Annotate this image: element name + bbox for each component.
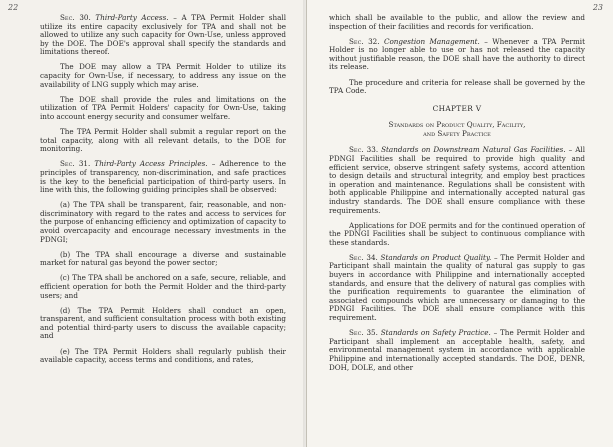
paragraph-release-procedure: The procedure and criteria for release shall be governed by the TPA Code. [329,77,585,96]
right-text-column [329,14,585,379]
section-33 [329,146,585,215]
section-32 [329,38,585,72]
section-34-text: – The Permit Holder and Participant shall maintain the quality of natural gas supply to gas buyers in accordance with Philippine and internationally accepted standards, and ensure that the delivery of natural gas complies with the purification requirements to guarantee the elimination of associated compounds which are unnecessary or damaging to the PDNGI Facilities. The DOE shall ensure compliance with this requirement. [329,252,585,323]
left-text-column [40,14,286,371]
section-35-text: – The Permit Holder and Participant shall implement an acceptable health, safety, and environmental management system in accordance with applicable Philippine and internationally accepted standards. The DOE, DENR, DOH, DOLE, and other [329,328,585,372]
section-34-label: Sec. 34. [349,252,378,262]
section-30 [40,14,286,57]
section-33-label: Sec. 33. [349,145,379,155]
page-number-right: 23 [592,3,603,12]
chapter-title-line-1: Standards on Product Quality, Facility, [388,120,526,130]
page-number-left: 22 [8,3,19,12]
section-31-text: – Adherence to the principles of transparency, non-discrimination, and safe practices is the key to the beneficial participation of third-party users. In line with this, the following guiding principles shall be observed: [40,159,286,195]
principle-b: (b) The TPA shall encourage a diverse and sustainable market for natural gas beyond the power sector; [40,249,286,268]
chapter-title [329,120,585,138]
section-31-label: Sec. 31. [60,159,91,169]
paragraph-rules-limitations: The DOE shall provide the rules and limitations on the utilization of TPA Permit Holders' capacity for Own-Use, taking into account energy security and consumer welfare. [40,94,286,121]
section-31-title: Third-Party Access Principles. [94,159,208,169]
section-30-title: Third-Party Access. [95,13,169,22]
section-35-title: Standards on Safety Practice. [380,328,491,338]
section-32-title: Congestion Management. [383,36,480,46]
principle-e: (e) The TPA Permit Holders shall regularly publish their available capacity, access terms and conditions, and rates, [40,346,286,365]
paragraph-continued: which shall be available to the public, and allow the review and inspection of their facilities and records for verification. [329,13,585,31]
paragraph-applications: Applications for DOE permits and for the continued operation of the PDNGI Facilities shall be subject to continuous compliance with these standards. [329,220,585,247]
chapter-title-line-2: and Safety Practice [423,129,491,139]
principle-a: (a) The TPA shall be transparent, fair, reasonable, and non-discriminatory with regard to the rates and access to services for the purpose of enhancing efficiency and optimization of capacity to avoid overcapacity and encourage necessary investments in the PDNGI; [40,200,286,244]
chapter-heading: CHAPTER V [432,103,482,113]
section-34-title: Standards on Product Quality. [380,252,492,262]
principle-c: (c) The TPA shall be anchored on a safe, secure, reliable, and efficient operation for both the Permit Holder and the third-party users; and [40,273,286,300]
section-32-label: Sec. 32. [349,36,380,46]
section-35-label: Sec. 35. [349,328,378,338]
section-30-text: – A TPA Permit Holder shall utilize its entire capacity exclusively for TPA and shall not be allowed to utilize any such capacity for Own-Use, unless approved by the DOE. The DOE's approval shall specify the standards and limitations thereof. [40,13,286,57]
principle-d: (d) The TPA Permit Holders shall conduct an open, transparent, and sufficient consultation process with both existing and potential third-party users to discuss the available capacity; and [40,305,286,341]
section-33-title: Standards on Downstream Natural Gas Facilities. [381,145,566,155]
section-34 [329,254,585,323]
section-31 [40,160,286,194]
section-32-text: – Whenever a TPA Permit Holder is no longer able to use or has not released the capacity without justifiable reason, the DOE shall have the authority to direct its release. [329,36,585,72]
section-33-text: – All PDNGI Facilities shall be required to provide high quality and efficient service, observe stringent safety systems, accord attention to design details and structural integrity, and employ best practices in operation and maintenance. Regulations shall be consistent with both applicable Philippine and internationally accepted natural gas industry standards. The DOE shall ensure compliance with these requirements. [329,145,585,215]
right-page [307,0,613,447]
section-30-label: Sec. 30. [60,13,91,22]
section-35 [329,329,585,372]
paragraph-regular-report: The TPA Permit Holder shall submit a regular report on the total capacity, along with all relevant details, to the DOE for monitoring. [40,127,286,154]
paragraph-own-use: The DOE may allow a TPA Permit Holder to utilize its capacity for Own-Use, if necessary, to address any issue on the availability of LNG supply which may arise. [40,62,286,89]
